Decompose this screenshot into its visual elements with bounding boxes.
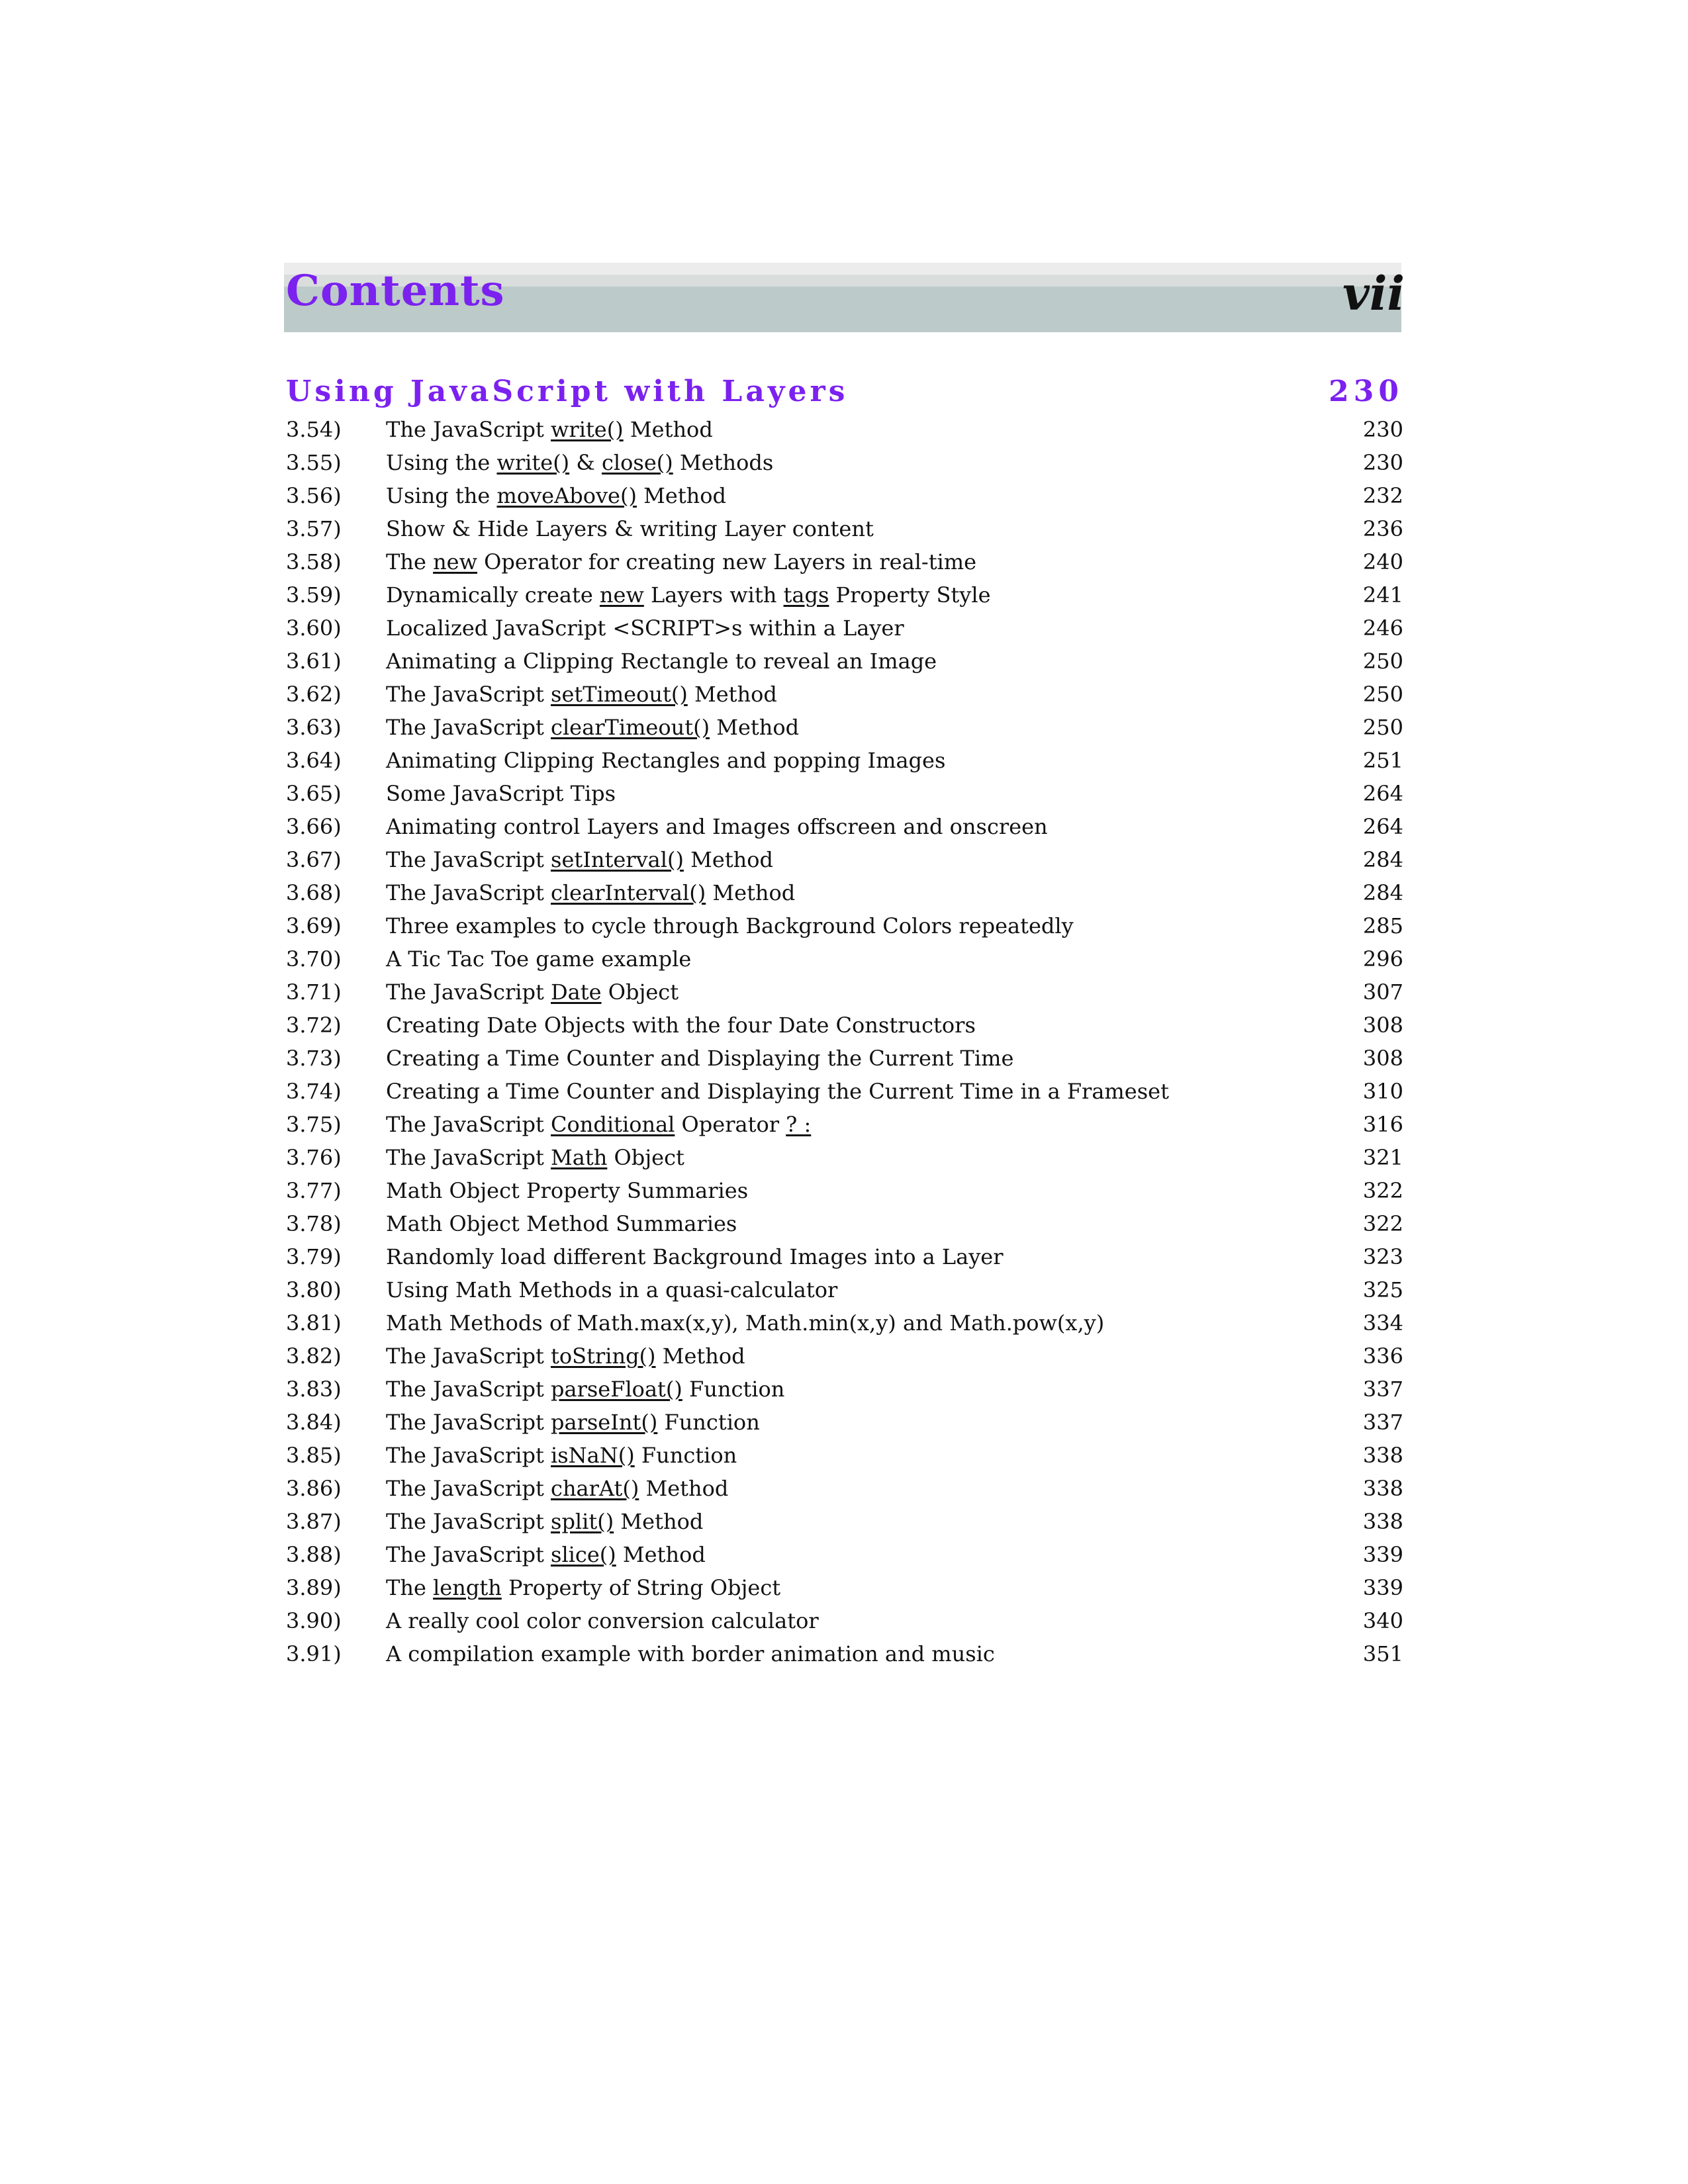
toc-entry-number: 3.78) (286, 1211, 342, 1236)
toc-entry-page: 285 (1362, 913, 1403, 938)
toc-entry-page: 323 (1362, 1244, 1403, 1269)
toc-entry-title (386, 810, 1048, 843)
toc-entry-title-text: Three examples to cycle through Background Colors repeatedly (386, 913, 1074, 938)
toc-entry-page: 296 (1362, 946, 1403, 972)
toc-entry[interactable] (286, 942, 1403, 976)
toc-entry-number: 3.69) (286, 913, 342, 938)
toc-entry-title-code: setInterval() (551, 847, 684, 872)
toc-entry-title (386, 1439, 737, 1472)
toc-entry-page: 336 (1362, 1343, 1403, 1369)
toc-entry-number: 3.74) (286, 1079, 342, 1104)
toc-entry-title-text: The (386, 549, 434, 574)
toc-entry-number: 3.91) (286, 1641, 342, 1666)
toc-entry-title-code: Math (551, 1145, 608, 1170)
toc-entry-number: 3.65) (286, 781, 342, 806)
toc-entry-number: 3.81) (286, 1310, 342, 1336)
toc-entry-title (386, 1042, 1013, 1075)
toc-entry-page: 250 (1362, 649, 1403, 674)
toc-entry[interactable] (286, 1306, 1403, 1340)
toc-entry-title-text: Operator for creating new Layers in real-time (477, 549, 977, 574)
toc-entry-title-text: Property of String Object (501, 1575, 781, 1600)
toc-entry-title (386, 744, 945, 777)
toc-entry-title-text: The JavaScript (386, 847, 551, 872)
toc-entry-page: 284 (1362, 880, 1403, 905)
toc-entry-title (386, 1604, 819, 1637)
toc-entry-title-text: Method (616, 1542, 706, 1567)
toc-entry-title-text: Math Methods of Math.max(x,y), Math.min(x,y) and Math.pow(x,y) (386, 1310, 1105, 1336)
toc-entry-number: 3.90) (286, 1608, 342, 1633)
toc-entry-title (386, 1273, 837, 1306)
toc-entry-title-text: The JavaScript (386, 682, 551, 707)
toc-entry[interactable] (286, 777, 1403, 810)
toc-entry-title-text: Layers with (643, 582, 784, 608)
toc-entry-page: 251 (1362, 748, 1403, 773)
toc-entry-title (386, 1571, 780, 1604)
toc-entry[interactable] (286, 1538, 1403, 1571)
toc-entry-number: 3.61) (286, 649, 342, 674)
toc-entry-page: 284 (1362, 847, 1403, 872)
toc-entry-number: 3.73) (286, 1046, 342, 1071)
section-page-number: 230 (1329, 375, 1403, 408)
toc-entry-title-text: Object (607, 1145, 684, 1170)
toc-entry-number: 3.75) (286, 1112, 342, 1137)
toc-entry-title (386, 479, 726, 512)
toc-entry-title-code: clearTimeout() (551, 715, 710, 740)
toc-entry[interactable] (286, 909, 1403, 942)
toc-entry-number: 3.56) (286, 483, 342, 508)
toc-entry-number: 3.60) (286, 615, 342, 641)
toc-entry-title-code: ? : (786, 1112, 812, 1137)
toc-list (286, 413, 1403, 1670)
toc-entry-title-text: Method (683, 847, 774, 872)
toc-entry-title-text: Math Object Property Summaries (386, 1178, 749, 1203)
toc-entry-number: 3.67) (286, 847, 342, 872)
toc-entry-page: 351 (1362, 1641, 1403, 1666)
toc-entry-title (386, 976, 679, 1009)
toc-entry-title-text: The JavaScript (386, 1377, 551, 1402)
toc-entry-title-text: The JavaScript (386, 1509, 551, 1534)
toc-entry-title-text: The JavaScript (386, 1443, 551, 1468)
toc-entry-page: 230 (1362, 450, 1403, 475)
toc-entry-title (386, 1406, 760, 1439)
toc-entry-number: 3.76) (286, 1145, 342, 1170)
toc-entry-title-text: Method (687, 682, 777, 707)
toc-entry[interactable] (286, 645, 1403, 678)
toc-entry-title (386, 1108, 811, 1141)
toc-entry[interactable] (286, 479, 1403, 512)
toc-entry[interactable] (286, 1207, 1403, 1240)
toc-entry-title-code: length (433, 1575, 502, 1600)
toc-entry[interactable] (286, 446, 1403, 479)
toc-entry-page: 308 (1362, 1013, 1403, 1038)
toc-entry-title-text: Animating Clipping Rectangles and popping Images (386, 748, 946, 773)
toc-entry[interactable] (286, 1108, 1403, 1141)
toc-entry-page: 308 (1362, 1046, 1403, 1071)
toc-entry-title-code: parseFloat() (551, 1377, 682, 1402)
toc-entry-title (386, 678, 777, 711)
toc-entry-title (386, 1141, 684, 1174)
toc-entry-title-code: slice() (551, 1542, 616, 1567)
toc-entry[interactable] (286, 976, 1403, 1009)
toc-entry-title (386, 1637, 995, 1670)
toc-entry-title-text: The JavaScript (386, 1145, 551, 1170)
toc-entry-page: 337 (1362, 1377, 1403, 1402)
toc-entry[interactable] (286, 1406, 1403, 1439)
toc-entry-number: 3.54) (286, 417, 342, 442)
toc-entry[interactable] (286, 1174, 1403, 1207)
toc-entry[interactable] (286, 876, 1403, 909)
toc-entry-title (386, 876, 795, 909)
toc-entry-number: 3.62) (286, 682, 342, 707)
toc-entry-number: 3.58) (286, 549, 342, 574)
toc-entry[interactable] (286, 1240, 1403, 1273)
toc-entry-number: 3.77) (286, 1178, 342, 1203)
toc-entry-title-text: Show & Hide Layers & writing Layer content (386, 516, 874, 541)
toc-entry-page: 339 (1362, 1542, 1403, 1567)
toc-entry-title-text: Using the (386, 450, 497, 475)
toc-entry-title-code: charAt() (551, 1476, 639, 1501)
toc-entry-title (386, 1174, 748, 1207)
toc-entry-title-text: Some JavaScript Tips (386, 781, 616, 806)
toc-entry-title-text: Function (657, 1410, 760, 1435)
toc-entry[interactable] (286, 1505, 1403, 1538)
toc-entry-page: 316 (1362, 1112, 1403, 1137)
toc-entry-title-text: Property Style (829, 582, 991, 608)
toc-entry-title-text: Animating control Layers and Images offscreen and onscreen (386, 814, 1048, 839)
toc-entry-page: 322 (1362, 1211, 1403, 1236)
toc-entry-title-code: setTimeout() (551, 682, 688, 707)
toc-entry-title-text: The JavaScript (386, 1343, 551, 1369)
toc-entry-title-text: The JavaScript (386, 417, 551, 442)
toc-entry-page: 236 (1362, 516, 1403, 541)
section-title: Using JavaScript with Layers (286, 375, 849, 408)
toc-entry-title-text: Method (655, 1343, 745, 1369)
toc-entry-title-code: Conditional (551, 1112, 675, 1137)
toc-entry[interactable] (286, 1472, 1403, 1505)
toc-entry-number: 3.86) (286, 1476, 342, 1501)
toc-entry-title (386, 1340, 745, 1373)
page-number-roman: vii (1342, 266, 1405, 321)
toc-entry-title-code: new (433, 549, 477, 574)
toc-entry-number: 3.57) (286, 516, 342, 541)
toc-entry-number: 3.89) (286, 1575, 342, 1600)
toc-entry[interactable] (286, 1571, 1403, 1604)
toc-entry-title-text: The JavaScript (386, 1542, 551, 1567)
toc-entry-page: 310 (1362, 1079, 1403, 1104)
toc-entry-title-text: Creating Date Objects with the four Date Constructors (386, 1013, 976, 1038)
toc-entry-page: 241 (1362, 582, 1403, 608)
toc-entry-number: 3.85) (286, 1443, 342, 1468)
toc-entry-title (386, 1009, 976, 1042)
toc-entry-title (386, 578, 991, 612)
toc-entry-title-code: toString() (551, 1343, 656, 1369)
toc-entry-title (386, 711, 799, 744)
toc-entry-number: 3.63) (286, 715, 342, 740)
toc-entry-title-text: Methods (673, 450, 774, 475)
toc-entry[interactable] (286, 1340, 1403, 1373)
toc-entry-title-code: moveAbove() (496, 483, 637, 508)
toc-entry[interactable] (286, 1075, 1403, 1108)
toc-entry-title (386, 1075, 1169, 1108)
toc-entry-number: 3.59) (286, 582, 342, 608)
toc-entry-title-code: isNaN() (551, 1443, 635, 1468)
toc-entry-number: 3.72) (286, 1013, 342, 1038)
toc-entry-title-text: The JavaScript (386, 979, 551, 1005)
toc-entry[interactable] (286, 512, 1403, 545)
toc-entry-page: 339 (1362, 1575, 1403, 1600)
toc-entry-title-text: Using the (386, 483, 497, 508)
toc-entry-title-text: The (386, 1575, 434, 1600)
toc-entry-title-text: Creating a Time Counter and Displaying the Current Time in a Frameset (386, 1079, 1169, 1104)
page-title: Contents (286, 266, 505, 316)
toc-entry-title (386, 1207, 737, 1240)
toc-entry-number: 3.84) (286, 1410, 342, 1435)
toc-entry[interactable] (286, 711, 1403, 744)
toc-entry-title (386, 545, 976, 578)
toc-entry-title-text: Method (614, 1509, 704, 1534)
toc-entry[interactable] (286, 413, 1403, 446)
toc-entry-page: 232 (1362, 483, 1403, 508)
toc-entry-title-text: Math Object Method Summaries (386, 1211, 737, 1236)
toc-entry-page: 340 (1362, 1608, 1403, 1633)
toc-entry-title (386, 777, 616, 810)
toc-entry-title-text: Using Math Methods in a quasi-calculator (386, 1277, 838, 1302)
toc-entry-title-text: Method (639, 1476, 729, 1501)
toc-entry[interactable] (286, 678, 1403, 711)
toc-entry-number: 3.70) (286, 946, 342, 972)
toc-entry-page: 240 (1362, 549, 1403, 574)
toc-entry[interactable] (286, 744, 1403, 777)
toc-entry-title-code: Date (551, 979, 602, 1005)
toc-entry-title (386, 1306, 1104, 1340)
toc-entry-page: 246 (1362, 615, 1403, 641)
toc-entry-title-code: close() (601, 450, 673, 475)
toc-entry-page: 337 (1362, 1410, 1403, 1435)
toc-entry-title (386, 1472, 728, 1505)
toc-entry-number: 3.82) (286, 1343, 342, 1369)
toc-entry-title (386, 1240, 1004, 1273)
toc-entry-title-text: The JavaScript (386, 1410, 551, 1435)
toc-entry[interactable] (286, 1373, 1403, 1406)
toc-entry[interactable] (286, 1637, 1403, 1670)
toc-entry-title-text: The JavaScript (386, 880, 551, 905)
toc-entry-title-code: new (599, 582, 644, 608)
toc-entry[interactable] (286, 1273, 1403, 1306)
toc-entry-page: 322 (1362, 1178, 1403, 1203)
toc-entry-number: 3.66) (286, 814, 342, 839)
toc-entry-title-text: Method (636, 483, 727, 508)
toc-entry-title-code: write() (551, 417, 624, 442)
toc-entry-title (386, 645, 937, 678)
toc-entry-title-text: Localized JavaScript <SCRIPT>s within a Layer (386, 615, 904, 641)
toc-entry[interactable] (286, 1604, 1403, 1637)
toc-entry-number: 3.79) (286, 1244, 342, 1269)
toc-entry-title-text: Function (634, 1443, 737, 1468)
toc-entry-title-text: Creating a Time Counter and Displaying the Current Time (386, 1046, 1014, 1071)
toc-entry[interactable] (286, 1141, 1403, 1174)
toc-entry[interactable] (286, 612, 1403, 645)
toc-entry-number: 3.83) (286, 1377, 342, 1402)
toc-entry-page: 338 (1362, 1509, 1403, 1534)
toc-entry-number: 3.68) (286, 880, 342, 905)
toc-entry-title (386, 1538, 706, 1571)
toc-entry-page: 321 (1362, 1145, 1403, 1170)
toc-entry-page: 250 (1362, 715, 1403, 740)
toc-entry-title-text: A Tic Tac Toe game example (386, 946, 692, 972)
toc-entry-title (386, 909, 1074, 942)
toc-entry-title (386, 1373, 784, 1406)
toc-entry[interactable] (286, 1042, 1403, 1075)
toc-entry-title-text: & (569, 450, 602, 475)
toc-entry-title (386, 942, 691, 976)
toc-entry-title-text: Object (601, 979, 679, 1005)
toc-entry-number: 3.71) (286, 979, 342, 1005)
toc-entry-page: 264 (1362, 781, 1403, 806)
toc-entry-title-code: parseInt() (551, 1410, 658, 1435)
toc-entry-title-text: A really cool color conversion calculator (386, 1608, 819, 1633)
toc-entry-title (386, 843, 773, 876)
toc-entry-title-text: Method (623, 417, 713, 442)
toc-entry-page: 334 (1362, 1310, 1403, 1336)
toc-entry-page: 230 (1362, 417, 1403, 442)
toc-entry[interactable] (286, 545, 1403, 578)
toc-entry-page: 307 (1362, 979, 1403, 1005)
toc-entry-title-text: Function (682, 1377, 785, 1402)
toc-entry[interactable] (286, 578, 1403, 612)
toc-entry[interactable] (286, 1439, 1403, 1472)
toc-entry-title-code: write() (496, 450, 570, 475)
toc-entry-number: 3.87) (286, 1509, 342, 1534)
toc-entry[interactable] (286, 810, 1403, 843)
toc-entry-title-text: The JavaScript (386, 1112, 551, 1137)
toc-entry-title (386, 1505, 703, 1538)
toc-entry-page: 338 (1362, 1443, 1403, 1468)
toc-entry-number: 3.88) (286, 1542, 342, 1567)
toc-entry-number: 3.80) (286, 1277, 342, 1302)
toc-entry-title-text: Method (710, 715, 800, 740)
toc-entry-page: 325 (1362, 1277, 1403, 1302)
toc-entry-title-code: split() (551, 1509, 614, 1534)
toc-entry-title-text: Randomly load different Background Images into a Layer (386, 1244, 1004, 1269)
toc-entry-number: 3.64) (286, 748, 342, 773)
toc-entry-title-text: Method (706, 880, 796, 905)
toc-entry-title (386, 446, 773, 479)
toc-entry[interactable] (286, 843, 1403, 876)
toc-entry-title-text: Operator (675, 1112, 786, 1137)
toc-entry-title-text: The JavaScript (386, 1476, 551, 1501)
toc-entry[interactable] (286, 1009, 1403, 1042)
toc-entry-title-text: Animating a Clipping Rectangle to reveal an Image (386, 649, 937, 674)
toc-entry-title-text: A compilation example with border animation and music (386, 1641, 995, 1666)
toc-entry-page: 250 (1362, 682, 1403, 707)
toc-entry-title-text: The JavaScript (386, 715, 551, 740)
toc-entry-number: 3.55) (286, 450, 342, 475)
toc-entry-page: 338 (1362, 1476, 1403, 1501)
toc-entry-title (386, 413, 713, 446)
toc-entry-title (386, 512, 874, 545)
toc-entry-page: 264 (1362, 814, 1403, 839)
toc-entry-title-text: Dynamically create (386, 582, 600, 608)
toc-entry-title-code: tags (783, 582, 829, 608)
toc-entry-title (386, 612, 904, 645)
toc-entry-title-code: clearInterval() (551, 880, 706, 905)
